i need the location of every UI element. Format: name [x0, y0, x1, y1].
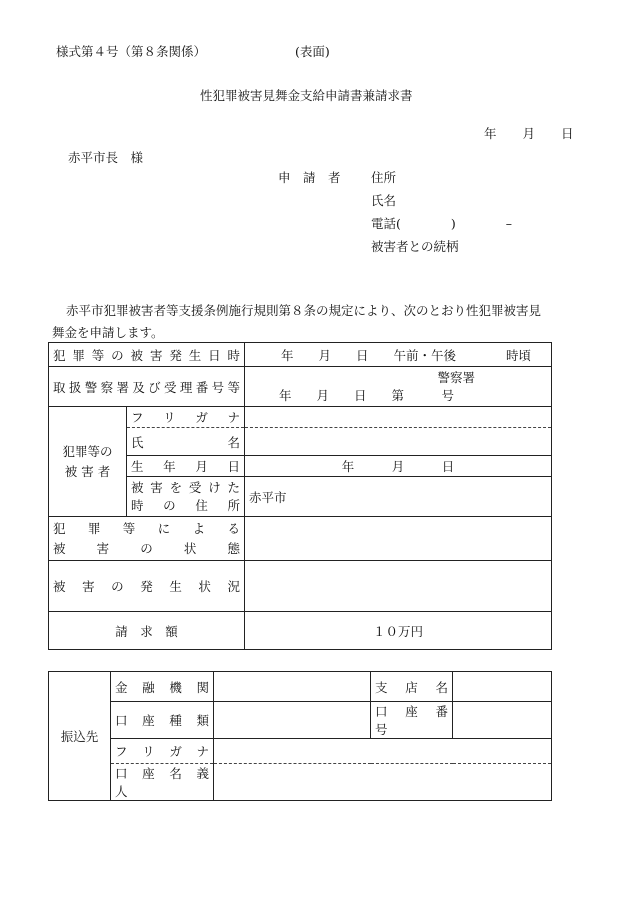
form-side: (表面) [295, 44, 330, 59]
intro-line-1: 赤平市犯罪被害者等支援条例施行規則第８条の規定により、次のとおり性犯罪被害見 [66, 303, 542, 318]
victim-label-1: 犯罪等の [62, 443, 113, 459]
victim-address-label-2: 時 の 住 所 [131, 497, 241, 513]
damage-value[interactable] [245, 517, 552, 561]
date-month: 月 [522, 126, 536, 141]
victim-address-label [127, 477, 245, 517]
bank-table [48, 671, 552, 801]
police-label: 取扱警察署及び受理番号等 [49, 367, 245, 407]
bank-account-type-value[interactable] [214, 702, 371, 739]
victim-label [49, 407, 127, 517]
victim-address-label-1: 被害を受けた [131, 479, 241, 495]
intro-line-2: 舞金を申請します。 [52, 325, 164, 340]
victim-birth-label: 生 年 月 日 [127, 456, 245, 477]
applicant-address-field[interactable]: 住所 [371, 170, 397, 185]
occurrence-value[interactable]: 年 月 日 午前・午後 時頃 [245, 343, 552, 367]
police-value[interactable] [245, 367, 552, 407]
bank-institution-label: 金 融 機 関 [111, 672, 214, 702]
applicant-relation-field[interactable]: 被害者との続柄 [371, 239, 459, 254]
victim-furigana-label: フ リ ガ ナ [127, 407, 245, 428]
victim-address-value[interactable]: 赤平市 [245, 477, 552, 517]
bank-branch-value[interactable] [453, 672, 552, 702]
damage-label [49, 517, 245, 561]
applicant-label: 申 請 者 [278, 170, 341, 185]
bank-section-label: 振込先 [49, 672, 111, 801]
police-number: 年 月 日 第 号 [279, 387, 455, 403]
victim-birth-value[interactable]: 年 月 日 [245, 456, 552, 477]
bank-branch-label: 支 店 名 [371, 672, 453, 702]
damage-label-2: 被 害 の 状 態 [53, 540, 241, 556]
victim-name-label: 氏 名 [127, 428, 245, 456]
date-day: 日 [561, 126, 574, 141]
victim-furigana-value[interactable] [245, 407, 552, 428]
date-line [484, 124, 574, 142]
bank-account-type-label: 口 座 種 類 [111, 702, 214, 739]
occurrence-label: 犯罪等の被害発生日時 [49, 343, 245, 367]
form-number: 様式第４号（第８条関係） [56, 44, 207, 59]
claim-label: 請 求 額 [49, 612, 245, 650]
applicant-phone-field[interactable]: 電話( ) – [371, 216, 513, 231]
victim-label-2: 被 害 者 [64, 463, 111, 479]
bank-account-number-label: 口 座 番 号 [371, 702, 453, 739]
bank-furigana-label: フ リ ガ ナ [111, 739, 214, 764]
application-table [48, 342, 552, 650]
date-year: 年 [484, 126, 497, 141]
applicant-name-field[interactable]: 氏名 [371, 193, 397, 208]
police-station: 警察署 [437, 369, 476, 385]
bank-account-number-value[interactable] [453, 702, 552, 739]
bank-furigana-value[interactable] [214, 739, 552, 764]
bank-institution-value[interactable] [214, 672, 371, 702]
addressee: 赤平市長 様 [68, 150, 144, 165]
situation-label: 被 害 の 発 生 状 況 [49, 561, 245, 612]
situation-value[interactable] [245, 561, 552, 612]
victim-name-value[interactable] [245, 428, 552, 456]
bank-holder-label: 口 座 名 義 人 [111, 764, 214, 801]
damage-label-1: 犯 罪 等 に よ る [53, 520, 241, 536]
bank-holder-value[interactable] [214, 764, 552, 801]
claim-amount: １０万円 [245, 612, 552, 650]
form-title: 性犯罪被害見舞金支給申請書兼請求書 [200, 88, 413, 103]
